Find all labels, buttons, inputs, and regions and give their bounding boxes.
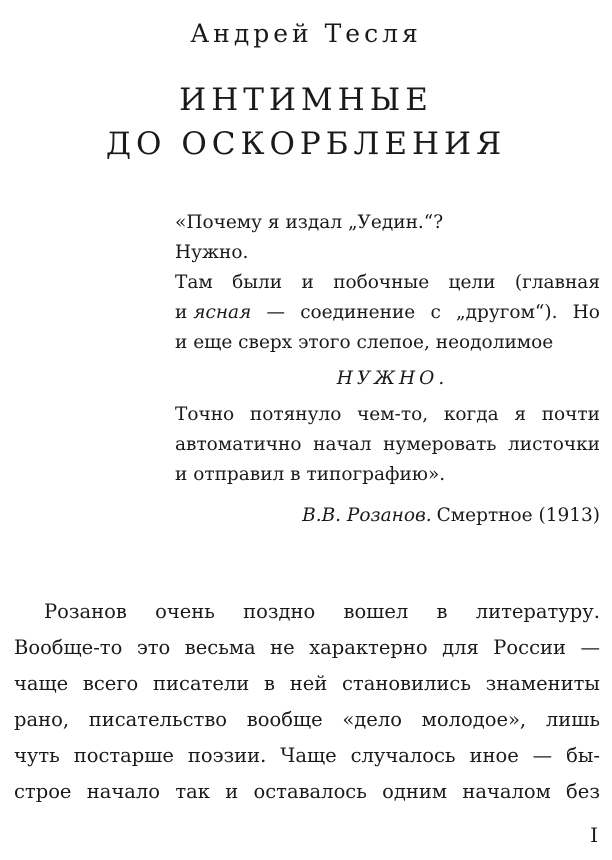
word: чаще [14, 672, 69, 695]
word: почти [541, 404, 600, 425]
word: одним [382, 780, 448, 803]
word: характерно [309, 636, 428, 659]
word: «дело [342, 708, 402, 731]
word: — [266, 302, 285, 323]
word: Вообще-то [14, 636, 123, 659]
word: не [270, 636, 295, 659]
word: писатели [153, 672, 250, 695]
word: строе [14, 780, 72, 803]
word: всего [82, 672, 139, 695]
word: (главная [514, 272, 600, 293]
body-line [14, 738, 600, 774]
word: Но [572, 302, 600, 323]
epigraph-line: Нужно. [175, 242, 249, 263]
word: начал [313, 434, 372, 455]
page-number: I [590, 823, 598, 847]
epigraph-line: и еще сверх этого слепое, неодолимое [175, 332, 554, 353]
word: листочки [508, 434, 600, 455]
word: в [264, 672, 275, 695]
epigraph-attribution [175, 501, 600, 531]
word: постарше [73, 744, 174, 767]
word: и [225, 780, 239, 803]
word: ней [289, 672, 328, 695]
epigraph-line [175, 298, 600, 328]
epigraph-line [175, 268, 600, 298]
word: рано, [14, 708, 70, 731]
body-line [14, 702, 600, 738]
word: лишь [545, 708, 600, 731]
epigraph-line [175, 400, 600, 430]
word: Розанов [44, 600, 127, 623]
word: когда [443, 404, 499, 425]
word: побочные [333, 272, 430, 293]
word: очень [155, 600, 215, 623]
word: чем-то, [357, 404, 429, 425]
word: иное [469, 744, 519, 767]
word: цели [448, 272, 496, 293]
word: литературу. [475, 600, 600, 623]
author-name: Андрей Тесля [190, 19, 422, 48]
word: без [566, 780, 600, 803]
epigraph-italic-word: ясная [193, 302, 252, 323]
epigraph-word: и ясная [175, 302, 252, 323]
word: с [430, 302, 441, 323]
word: молодое», [421, 708, 527, 731]
word: — [580, 636, 600, 659]
word: чуть [14, 744, 60, 767]
epigraph-line: и отправил в типографию». [175, 464, 446, 485]
word: я [514, 404, 526, 425]
word: становились [341, 672, 471, 695]
word: это [136, 636, 171, 659]
word: бы- [566, 744, 600, 767]
word: и [301, 272, 314, 293]
word: весьма [184, 636, 256, 659]
epigraph-line: «Почему я издал „Уедин.“? [175, 212, 444, 233]
epigraph-emphasis: НУЖНО. [336, 368, 449, 389]
body-text [14, 594, 600, 810]
attribution-author: В.В. Розанов. [302, 505, 432, 526]
word: соединение [300, 302, 416, 323]
word: России [493, 636, 566, 659]
body-line [14, 594, 600, 630]
word: Точно [175, 404, 235, 425]
title-line-2: ДО ОСКОРБЛЕНИЯ [105, 126, 507, 162]
word: были [232, 272, 283, 293]
title-line-1: ИНТИМНЫЕ [179, 82, 433, 118]
epigraph-line [175, 430, 600, 460]
word: потянуло [249, 404, 342, 425]
word: — [532, 744, 553, 767]
word: „другом“). [456, 302, 558, 323]
word: для [442, 636, 479, 659]
word: в [436, 600, 448, 623]
body-line [14, 666, 600, 702]
body-line [14, 630, 600, 666]
attribution-work: Смертное (1913) [436, 505, 600, 526]
word: оставалось [253, 780, 367, 803]
word: нумеровать [383, 434, 497, 455]
word: начало [86, 780, 161, 803]
word: писательство [88, 708, 228, 731]
word: случалось [350, 744, 456, 767]
word: вообще [246, 708, 323, 731]
word: знамениты [485, 672, 600, 695]
chapter-title [0, 78, 612, 166]
word: поздно [243, 600, 316, 623]
word: так [175, 780, 210, 803]
word: вошел [343, 600, 409, 623]
word: Там [175, 272, 213, 293]
body-line [14, 774, 600, 810]
word: автоматично [175, 434, 302, 455]
word: Чаще [280, 744, 337, 767]
word: поэзии. [187, 744, 267, 767]
epigraph [175, 208, 600, 531]
word: началом [462, 780, 551, 803]
